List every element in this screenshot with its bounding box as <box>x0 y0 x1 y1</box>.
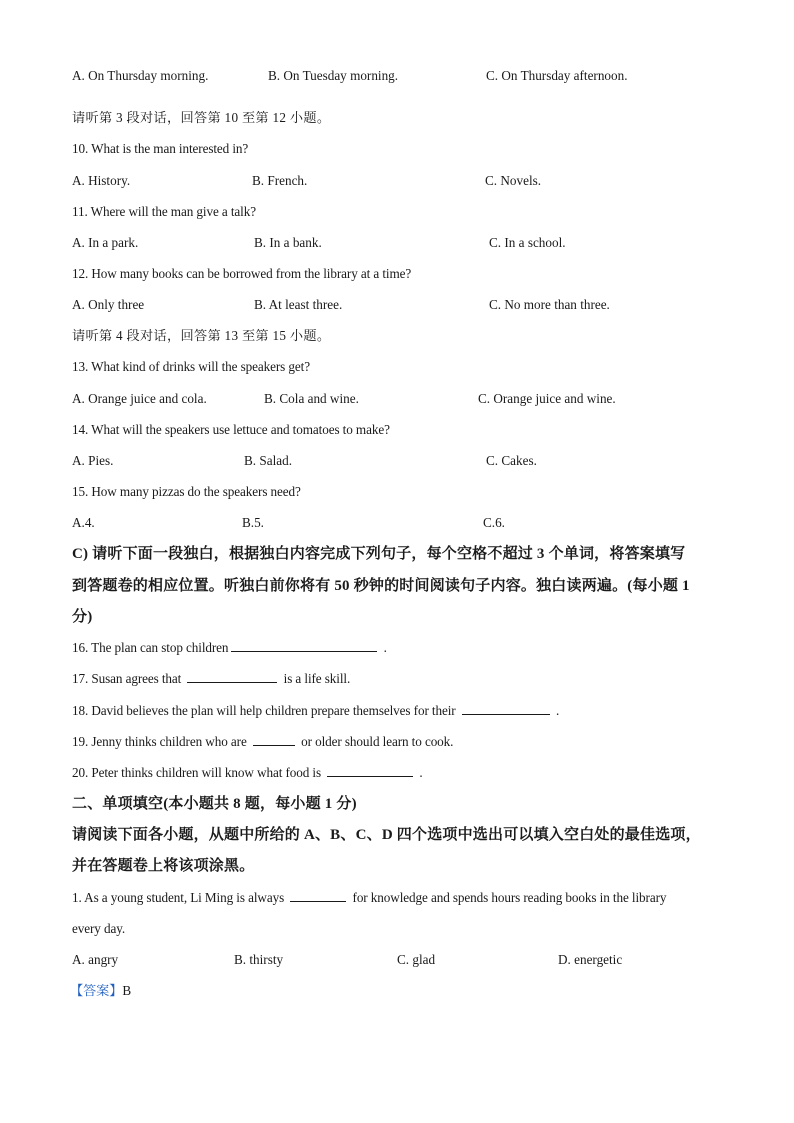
q18-blank <box>462 702 550 715</box>
question-17 <box>72 670 350 688</box>
q18-text: 18. David believes the plan will help children prepare themselves for their <box>72 703 459 718</box>
option-b: B. On Tuesday morning. <box>268 68 399 83</box>
part2-title: 二、单项填空(本小题共 8 题，每小题 1 分) <box>72 796 357 812</box>
q19-blank <box>253 733 295 746</box>
mc1-option-a: A. angry <box>72 952 119 967</box>
part2-instruction-line2: 并在答题卷上将该项涂黑。 <box>72 858 255 874</box>
q12-option-a: A. Only three <box>72 297 145 312</box>
q10-option-c: C. Novels. <box>485 173 542 188</box>
mc1-blank <box>290 889 346 902</box>
answer-line <box>70 982 131 1000</box>
q17-text: 17. Susan agrees that <box>72 671 185 686</box>
q13-option-c: C. Orange juice and wine. <box>478 391 616 406</box>
q19-text: 19. Jenny thinks children who are <box>72 734 250 749</box>
partc-instruction-line3: 分) <box>72 609 93 625</box>
q17-blank <box>187 670 277 683</box>
question-18 <box>72 702 559 720</box>
q20-text: 20. Peter thinks children will know what food is <box>72 765 325 780</box>
q12-option-c: C. No more than three. <box>489 297 610 312</box>
q15-option-b: B.5. <box>242 515 264 530</box>
q12-option-b: B. At least three. <box>254 297 343 312</box>
section3-instruction: 请听第 3 段对话，回答第 10 至第 12 小题。 <box>72 110 331 125</box>
q11-option-b: B. In a bank. <box>254 235 322 250</box>
answer-tag: 【答案】 <box>70 983 123 998</box>
partc-instruction-line2: 到答题卷的相应位置。听独白前你将有 50 秒钟的时间阅读句子内容。独白读两遍。(每小题 1 <box>72 578 690 594</box>
part2-instruction-line1: 请阅读下面各小题，从题中所给的 A、B、C、D 四个选项中选出可以填入空白处的最佳选项， <box>72 827 701 843</box>
q14-option-b: B. Salad. <box>244 453 292 468</box>
q16-tail: . <box>380 640 387 655</box>
q15-option-c: C.6. <box>483 515 505 530</box>
q11-option-a: A. In a park. <box>72 235 139 250</box>
q11-option-c: C. In a school. <box>489 235 566 250</box>
question-14: 14. What will the speakers use lettuce and tomatoes to make? <box>72 422 390 437</box>
q16-text: 16. The plan can stop children <box>72 640 229 655</box>
partc-instruction-line1: C) 请听下面一段独白，根据独白内容完成下列句子，每个空格不超过 3 个单词，将答案填写 <box>72 546 686 562</box>
q13-option-b: B. Cola and wine. <box>264 391 359 406</box>
answer-value: B <box>122 983 132 998</box>
question-10: 10. What is the man interested in? <box>72 141 249 156</box>
section4-instruction: 请听第 4 段对话，回答第 13 至第 15 小题。 <box>72 328 331 343</box>
mc1-text: 1. As a young student, Li Ming is always <box>72 890 288 905</box>
question-16 <box>72 639 387 657</box>
question-15: 15. How many pizzas do the speakers need? <box>72 484 301 499</box>
q16-blank <box>231 639 377 652</box>
mc1-continuation: every day. <box>72 921 126 936</box>
mc1-option-d: D. energetic <box>558 952 623 967</box>
question-19 <box>72 733 453 751</box>
option-a: A. On Thursday morning. <box>72 68 209 83</box>
mc-question-1 <box>72 889 666 907</box>
q10-option-b: B. French. <box>252 173 308 188</box>
q20-tail: . <box>416 765 423 780</box>
q20-blank <box>327 764 413 777</box>
option-c: C. On Thursday afternoon. <box>486 68 628 83</box>
mc1-option-b: B. thirsty <box>234 952 284 967</box>
q14-option-a: A. Pies. <box>72 453 114 468</box>
q15-option-a: A.4. <box>72 515 95 530</box>
q19-tail: or older should learn to cook. <box>297 734 454 749</box>
q17-tail: is a life skill. <box>280 671 351 686</box>
q14-option-c: C. Cakes. <box>486 453 537 468</box>
question-13: 13. What kind of drinks will the speakers get? <box>72 359 310 374</box>
question-11: 11. Where will the man give a talk? <box>72 204 256 219</box>
question-12: 12. How many books can be borrowed from the library at a time? <box>72 266 412 281</box>
q13-option-a: A. Orange juice and cola. <box>72 391 207 406</box>
q10-option-a: A. History. <box>72 173 131 188</box>
q18-tail: . <box>552 703 560 718</box>
mc1-tail: for knowledge and spends hours reading books in the library <box>349 890 667 905</box>
mc1-option-c: C. glad <box>397 952 436 967</box>
question-20 <box>72 764 423 782</box>
